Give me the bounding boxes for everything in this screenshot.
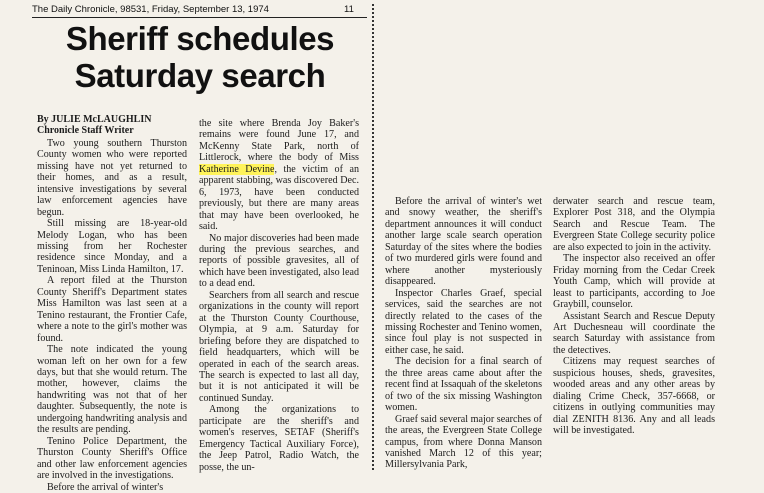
page-number: 11 — [344, 4, 354, 15]
column-divider — [372, 4, 374, 470]
byline-role: Chronicle Staff Writer — [37, 125, 134, 137]
paragraph: Among the organizations to participate are the sheriff's and women's reserves, SETAF (Sheriff's Emergency Tactical Auxiliary Force), the Jeep Patrol, Radio Watch, the posse, the un- — [199, 404, 359, 473]
headline — [40, 20, 360, 94]
article-column-4 — [553, 196, 715, 437]
paragraph-text: the site where Brenda Joy Baker's remains were found June 17, and McKenny State Park, north of Littlerock, where the body of Miss — [199, 118, 359, 164]
headline-line-1: Sheriff schedules — [65, 20, 335, 57]
article-column-2 — [199, 118, 359, 473]
paragraph-text: , the victim of an apparent stabbing, was discovered Dec. 6, 1973, have been conducted previously, but there are many areas that may have been overlooked, he said. — [199, 163, 359, 233]
paragraph: Searchers from all search and rescue organizations in the county will report at the Thurston County Courthouse, Olympia, at 9 a.m. Saturday for briefing before they are dispatched to field headquarters, which will be operated in each of the search areas. The search is expected to last all day, but it is not anticipated it will be continued Sunday. — [199, 289, 359, 404]
paragraph — [199, 118, 359, 233]
highlighted-name: Katherine Devine — [199, 163, 275, 175]
paragraph: Inspector Charles Graef, special services, said the searches are not directly related to the cases of the missing Rochester and Tenino women, since foul play is not suspected in either case, he said. — [385, 287, 542, 356]
paragraph: The decision for a final search of the three areas came about after the recent find at Issaquah of the skeletons of two of the six missing Washington women. — [385, 356, 542, 414]
paragraph: No major discoveries had been made during the previous searches, and reports of possible gravesites, all of which have been investigated, also lead to a dead end. — [199, 232, 359, 290]
paragraph: Citizens may request searches of suspicious houses, sheds, gravesites, wooded areas and any other areas by dialing Crime Check, 357-6668, or citizens in outlying communities may dial ZENITH 8136. Any and all leads will be investigated. — [553, 356, 715, 437]
paragraph: Before the arrival of winter's — [47, 481, 164, 493]
byline-author: By JULIE McLAUGHLIN — [37, 114, 152, 125]
paragraph: Tenino Police Department, the Thurston County Sheriff's Office and other law enforcement agencies are involved in the investigations. — [37, 435, 187, 482]
article-column-3 — [385, 196, 542, 471]
article-column-1 — [37, 114, 187, 493]
paragraph: Two young southern Thurston County women who were reported missing have not yet returned to their homes, and as a result, intensive investigations by several law enforcement agencies have begun. — [37, 137, 187, 218]
paragraph: Before the arrival of winter's wet and snowy weather, the sheriff's department announces it will conduct another large scale search operation Saturday of the sites where the bodies of two murdered girls were found and where another mysteriously disappeared. — [385, 196, 542, 288]
masthead-text: The Daily Chronicle, 98531, Friday, September 13, 1974 — [32, 4, 269, 15]
masthead-rule — [32, 17, 367, 18]
paragraph: A report filed at the Thurston County Sheriff's Department states Miss Hamilton was last seen at a Tenino restaurant, the Frontier Cafe, where a note to the girl's mother was found. — [37, 275, 187, 344]
paragraph: Graef said several major searches of the areas, the Evergreen State College campus, from where Donna Manson vanished March 12 of this year; Millersylvania Park, — [385, 413, 542, 471]
headline-line-2: Saturday search — [74, 57, 326, 94]
paragraph: The inspector also received an offer Friday morning from the Cedar Creek Youth Camp, which will provide at least to participants, according to Joe Graybill, counselor. — [553, 253, 715, 311]
paragraph: Still missing are 18-year-old Melody Logan, who has been missing from her Rochester residence since Monday, and a Teninoan, Miss Linda Hamilton, 17. — [37, 218, 187, 275]
paragraph: derwater search and rescue team, Explorer Post 318, and the Olympia Search and Rescue Team. The Evergreen State College security police are also expected to join in the activity. — [553, 196, 715, 253]
paragraph: The note indicated the young woman left on her own for a few days, but that she would return. The mother, however, claims the handwriting was not that of her daughter. Subsequently, the note is undergoing handwriting analysis and the results are pending. — [37, 344, 187, 436]
masthead — [32, 4, 362, 15]
paragraph: Assistant Search and Rescue Deputy Art Duchesneau will coordinate the search Saturday with assistance from the detectives. — [553, 310, 715, 356]
